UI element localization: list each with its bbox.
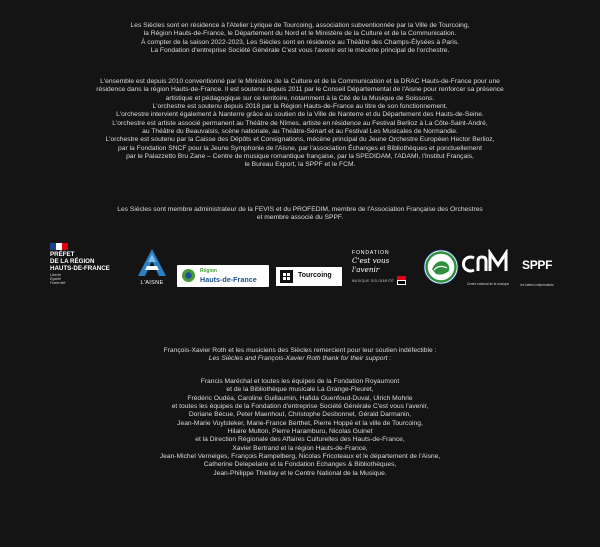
text-line: résidence dans la région Hauts-de-France. Il est soutenu depuis 2011 par le Conseil Départemental de l'Aisne pour renforcer sa présence	[96, 86, 504, 94]
region-name-label: Hauts-de-France	[200, 275, 257, 284]
sppf-label: SPPF	[522, 258, 553, 272]
cnm-caption: Centre national de la musique	[466, 282, 510, 287]
text-line: artistique et pédagogique sur ce territoire, notamment à la Cité de la Musique de Soissons.	[165, 94, 435, 102]
text-line: et membre associé du SPPF.	[256, 214, 344, 222]
thanks-line: Hilaire Multon, Pierre Haramburu, Nicolas Guinet	[227, 428, 373, 436]
thanks-intro-fr: François-Xavier Roth et les musiciens des Siècles remercient pour leur soutien indéfectible :	[163, 347, 437, 354]
prefet-logo	[50, 243, 132, 285]
aisne-emblem-icon	[134, 248, 170, 278]
text-line: L'orchestre est artiste associé permanent au Théâtre de Nîmes, artiste en résidence au Festival Berlioz à La Côte-Saint-André,	[112, 119, 488, 127]
thanks-list	[20, 378, 580, 478]
prefet-line: PRÉFET	[50, 251, 75, 258]
thanks-line: et toutes les équipes de la Fondation d'entreprise Société Générale C'est vous l'avenir,	[171, 403, 429, 411]
thanks-line: et la Direction Régionale des Affaires Culturelles des Hauts-de-France,	[195, 436, 405, 444]
aisne-label: L'AISNE	[140, 280, 164, 286]
cnm-logo	[462, 249, 514, 287]
text-line: La Fondation d'entreprise Société Générale C'est vous l'avenir est le mécène principal de l'orchestre.	[150, 47, 450, 55]
text-line: L'orchestre est soutenu par la Caisse des Dépôts et Consignations, mécène principal du Jeune Orchestre Européen Hector Berlioz,	[105, 136, 495, 144]
prefet-line: HAUTS-DE-FRANCE	[50, 264, 110, 272]
text-line: par le Palazzetto Bru Zane – Centre de musique romantique française, par la SPEDIDAM, l'ADAMI, l'Institut Français,	[126, 153, 474, 161]
thanks-line: Doriane Bécue, Peter Maenhout, Christophe Desbonnet, Gérald Darmanin,	[188, 411, 412, 419]
tourcoing-emblem-icon	[280, 270, 293, 283]
text-line: le Bureau Export, la SPPF et le FCM.	[244, 161, 356, 169]
tourcoing-logo	[276, 267, 342, 286]
sppf-logo	[517, 255, 557, 287]
text-line: L'ensemble est depuis 2010 conventionné par le Ministère de la Culture et de la Communication et la DRAC Hauts-de-France pour une	[100, 78, 500, 85]
text-line: la Région Hauts-de-France, le Département du Nord et le Ministère de la Culture et de la Communication.	[143, 30, 457, 38]
region-hauts-de-france-logo	[177, 265, 269, 287]
region-emblem-icon	[181, 268, 196, 283]
text-line: L'orchestre intervient également à Nanterre grâce au soutien de la Ville de Nanterre et du Département des Hauts-de-Seine.	[116, 111, 484, 119]
societe-generale-square-icon	[397, 276, 406, 285]
prefet-motto: Égalité	[50, 277, 61, 282]
region-small-label: Région	[200, 268, 217, 274]
sg-bottom-label: MUSIQUE SOLIDARITÉ	[352, 278, 394, 283]
prefet-line: DE LA RÉGION	[50, 257, 95, 265]
aisne-logo	[134, 248, 170, 286]
thanks-line: Xavier Bertrand et la région Hauts-de-France,	[232, 444, 368, 452]
thanks-intro-en: Les Siècles and François-Xavier Roth thank for their support :	[208, 355, 392, 363]
partner-logos	[0, 243, 600, 291]
thanks-line: Jean-Michel Verneiges, François Rampelberg, Nicolas Fricoteaux et le département de l'Aisne,	[159, 453, 441, 461]
thanks-line: et de la Bibliothèque musicale La Grange-Fleuret,	[226, 386, 374, 394]
thanks-intro	[20, 347, 580, 364]
sg-script-label: C'est vous l'avenir	[352, 256, 390, 274]
thanks-line: Jean-Philippe Thiellay et le Centre National de la Musique.	[213, 469, 387, 477]
thanks-line: Frédéric Oudéa, Caroline Guillaumin, Hafida Guenfoud-Duval, Ulrich Mohrle	[187, 394, 413, 402]
residence-paragraph	[20, 22, 580, 55]
text-line: au Théâtre du Beauvaisis, scène nationale, au Théâtre-Sénart et au Festival Les Musicales de Normandie.	[142, 128, 458, 136]
text-line: L'orchestre est soutenu depuis 2018 par la Région Hauts-de-France au titre de son fonctionnement.	[152, 103, 448, 111]
thanks-line: Jean-Marie Vuylsteker, Marie-France Berthet, Pierre Hoppé et la ville de Tourcoing,	[177, 419, 423, 427]
sg-top-label: FONDATION	[352, 250, 390, 256]
tourcoing-label: Tourcoing	[298, 272, 332, 279]
fondation-societe-generale-logo	[352, 250, 416, 286]
prefet-motto: Liberté	[50, 273, 61, 278]
membership-paragraph	[20, 206, 580, 223]
french-flag-icon	[50, 243, 68, 250]
support-paragraph	[20, 78, 580, 170]
text-line: À compter de la saison 2022-2023, Les Siècles sont en résidence au Théâtre des Champs-Élysées à Paris.	[140, 38, 460, 46]
sppf-caption: les labels indépendants	[520, 283, 554, 287]
text-line: par la Fondation SNCF pour la Jeune Symphonie de l'Aisne, par l'association Échanges et Bibliothèques et ponctuellement	[118, 144, 482, 152]
france-relance-logo	[423, 249, 459, 285]
text-line: Les Siècles sont membre administrateur de la FEVIS et du PROFEDIM, membre de l'Association Française des Orchestres	[117, 206, 483, 213]
prefet-motto: Fraternité	[50, 281, 66, 286]
thanks-line: Francis Maréchal et toutes les équipes de la Fondation Royaumont	[200, 378, 400, 385]
cnm-emblem-icon	[462, 249, 514, 279]
text-line: Les Siècles sont en résidence à l'Atelier Lyrique de Tourcoing, association subventionnée par la Ville de Tourcoing,	[130, 22, 470, 29]
france-relance-emblem-icon	[423, 249, 459, 285]
thanks-line: Catherine Delepelaire et la Fondation Echanges & Bibliothèques,	[203, 461, 397, 469]
